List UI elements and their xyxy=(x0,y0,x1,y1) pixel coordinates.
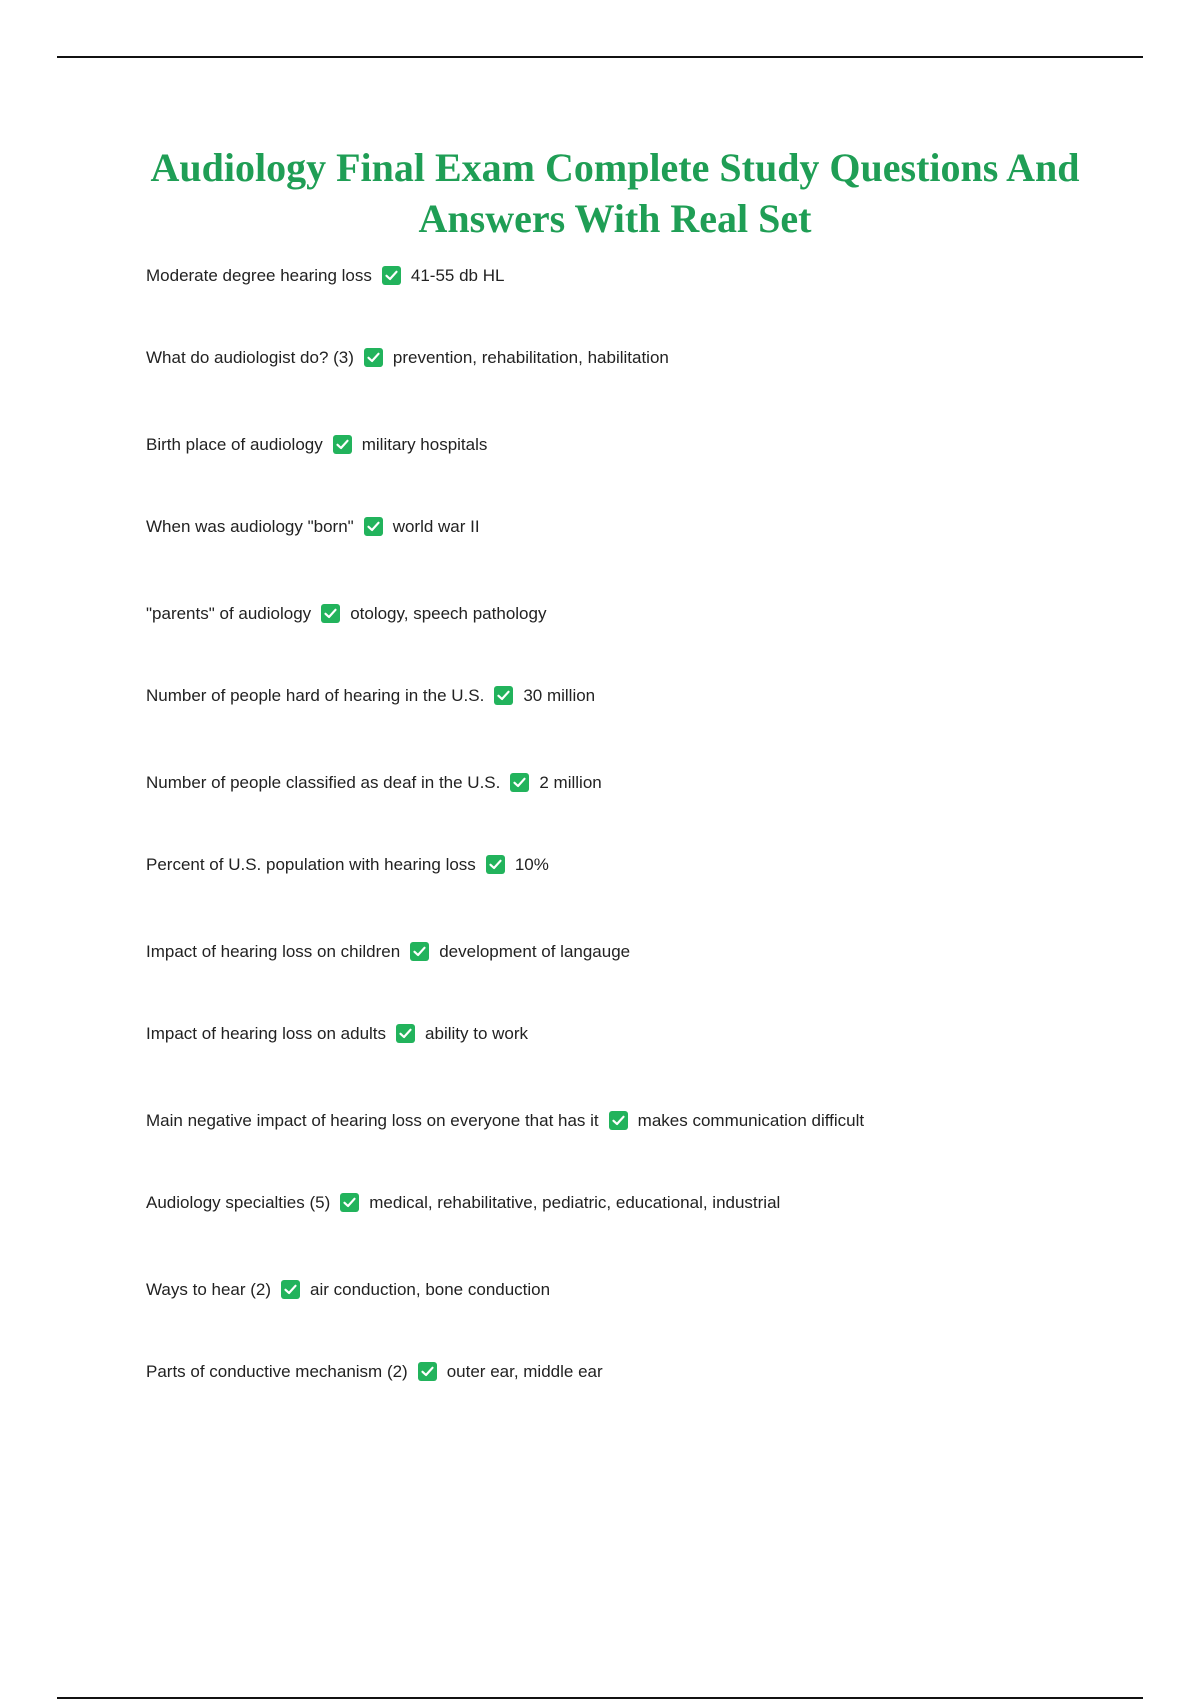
answer-text: prevention, rehabilitation, habilitation xyxy=(392,348,669,367)
question-text: Number of people classified as deaf in the U.S. xyxy=(146,773,501,792)
qa-item xyxy=(146,852,1146,939)
answer-text: 10% xyxy=(514,855,549,874)
question-text: Audiology specialties (5) xyxy=(146,1193,331,1212)
qa-item xyxy=(146,1359,1146,1446)
checkmark-icon xyxy=(418,1362,437,1381)
question-text: Number of people hard of hearing in the U.S. xyxy=(146,686,485,705)
checkmark-icon xyxy=(396,1024,415,1043)
answer-text: world war II xyxy=(392,517,480,536)
answer-text: air conduction, bone conduction xyxy=(310,1280,551,1299)
answer-text: military hospitals xyxy=(361,435,488,454)
question-text: When was audiology "born" xyxy=(146,517,354,536)
checkmark-icon xyxy=(364,517,383,536)
question-text: Birth place of audiology xyxy=(146,435,323,454)
answer-text: outer ear, middle ear xyxy=(446,1362,603,1381)
checkmark-icon xyxy=(382,266,401,285)
answer-text: 2 million xyxy=(539,773,602,792)
qa-item xyxy=(146,601,1146,683)
answer-text: 41-55 db HL xyxy=(410,266,505,285)
checkmark-icon xyxy=(609,1111,628,1130)
question-text: Parts of conductive mechanism (2) xyxy=(146,1362,408,1381)
question-text: Percent of U.S. population with hearing loss xyxy=(146,855,476,874)
qa-item xyxy=(146,263,1146,345)
answer-text: otology, speech pathology xyxy=(350,604,547,623)
qa-item xyxy=(146,770,1146,852)
top-rule xyxy=(57,56,1143,58)
answer-text: ability to work xyxy=(425,1024,529,1043)
bottom-rule xyxy=(57,1697,1143,1699)
checkmark-icon xyxy=(410,942,429,961)
qa-list xyxy=(146,263,1146,1446)
question-text: Main negative impact of hearing loss on everyone that has it xyxy=(146,1111,599,1130)
qa-item xyxy=(146,514,1146,601)
checkmark-icon xyxy=(281,1280,300,1299)
answer-text: 30 million xyxy=(523,686,596,705)
checkmark-icon xyxy=(486,855,505,874)
checkmark-icon xyxy=(321,604,340,623)
answer-text: makes communication difficult xyxy=(637,1111,865,1130)
qa-item xyxy=(146,432,1146,514)
checkmark-icon xyxy=(364,348,383,367)
qa-item xyxy=(146,939,1146,1021)
answer-text: medical, rehabilitative, pediatric, educational, industrial xyxy=(369,1193,781,1212)
answer-text: development of langauge xyxy=(439,942,631,961)
checkmark-icon xyxy=(510,773,529,792)
checkmark-icon xyxy=(333,435,352,454)
question-text: Impact of hearing loss on children xyxy=(146,942,401,961)
qa-item xyxy=(146,1021,1146,1108)
question-text: Moderate degree hearing loss xyxy=(146,266,372,285)
question-text: "parents" of audiology xyxy=(146,604,312,623)
checkmark-icon xyxy=(340,1193,359,1212)
checkmark-icon xyxy=(494,686,513,705)
document-title: Audiology Final Exam Complete Study Questions And Answers With Real Set xyxy=(150,145,1080,241)
question-text: Ways to hear (2) xyxy=(146,1280,272,1299)
qa-item xyxy=(146,683,1146,770)
qa-item xyxy=(146,1108,1146,1190)
question-text: What do audiologist do? (3) xyxy=(146,348,354,367)
qa-item xyxy=(146,1190,1146,1277)
qa-item xyxy=(146,1277,1146,1359)
qa-item xyxy=(146,345,1146,432)
question-text: Impact of hearing loss on adults xyxy=(146,1024,387,1043)
